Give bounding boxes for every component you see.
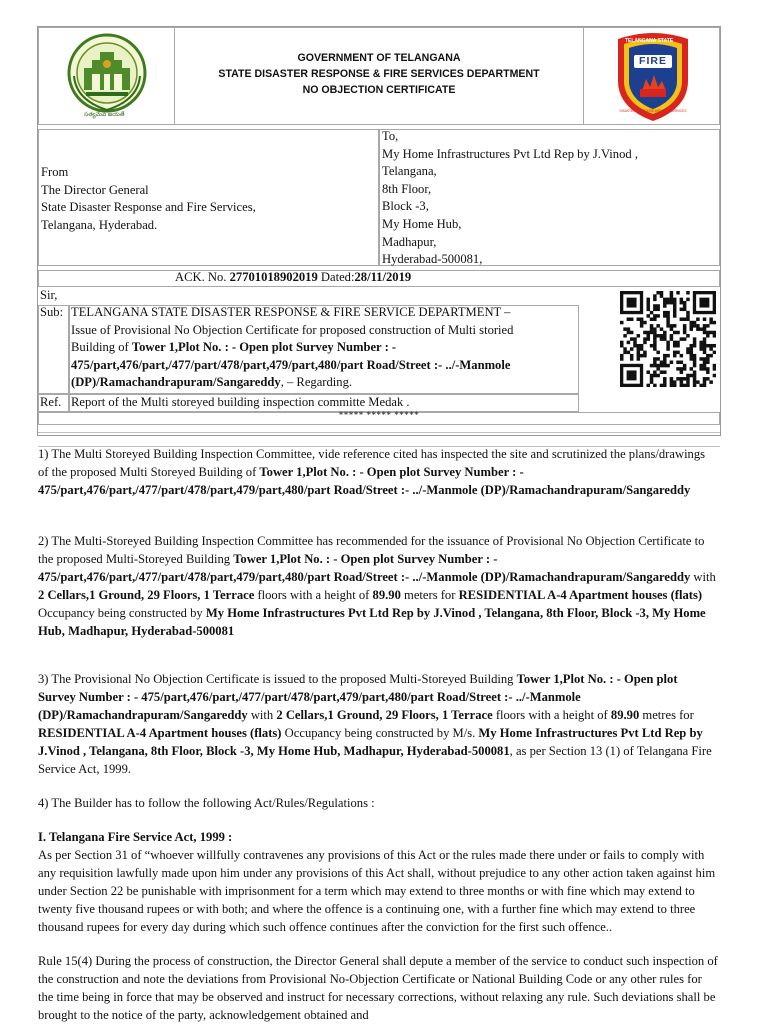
to-line: My Home Infrastructures Pvt Ltd Rep by J.Vinod , xyxy=(382,146,638,161)
from-block xyxy=(41,164,256,234)
to-line: Telangana, xyxy=(382,164,437,179)
qr-code xyxy=(620,291,716,387)
fire-logo-top-text: TELANGANA STATE xyxy=(625,38,674,44)
stars-divider: ***** ***** ***** xyxy=(338,410,420,420)
to-line: Madhapur, xyxy=(382,234,437,249)
section-1-heading: I. Telangana Fire Service Act, 1999 : xyxy=(38,830,233,844)
ack-dated-label: Dated: xyxy=(320,270,355,284)
paragraph-1: 1) The Multi Storeyed Building Inspection Committee, vide reference cited has inspected the site and scrutinized the plans/drawings of the proposed Multi Storeyed Building of Tower 1,Plot No. : - Open plot Survey Number : - 475/part,476/part,/477/part/478/part,479/part,480/part Road/Street :- ../-Manmole (DP)/Ramachandrapuram/Sangareddy xyxy=(38,447,706,497)
ref-label: Ref. xyxy=(40,395,62,409)
paragraph-3: 3) The Provisional No Objection Certificate is issued to the proposed Multi-Storeyed Building Tower 1,Plot No. : - Open plot Survey Number : - 475/part,476/part,/477/part/478/part,479/part,480/part Road/Street :- ../-Manmole (DP)/Ramachandrapuram/Sangareddy with 2 Cellars,1 Ground, 29 Floors, 1 Terrace floors with a height of 89.90 metres for RESIDENTIAL A-4 Apartment houses (flats) Occupancy being constructed by M/s. My Home Infrastructures Pvt Ltd Rep by J.Vinod , Telangana, 8th Floor, Block -3, My Home Hub, Madhapur, Hyderabad-500081, as per Section 13 (1) of Telangana Fire Service Act, 1999. xyxy=(38,672,712,776)
ack-number: 27701018902019 xyxy=(229,270,318,284)
from-label: From xyxy=(41,165,69,179)
to-line: Block -3, xyxy=(382,199,429,214)
section-1-body: As per Section 31 of “whoever willfully contravenes any provisions of this Act or the rules made there under or fails to comply with any requisition lawfully made upon him under any provisions of this Act shall, without prejudice to any other action taken against him under Section 22 be punishable with imprisonment for a term which may extend to three months or with fine which may extend to twenty five thousand rupees or with both; and where the offence is a continuing one, with a further fine which may extend to three thousand rupees for every day during which such offence continues after the conviction for the first such offence.. xyxy=(38,848,716,934)
to-line: 8th Floor, xyxy=(382,181,432,196)
ack-date: 28/11/2019 xyxy=(354,270,412,284)
header-title xyxy=(175,50,583,98)
from-line-3: Telangana, Hyderabad. xyxy=(41,217,158,232)
sub-line-1: TELANGANA STATE DISASTER RESPONSE & FIRE SERVICE DEPARTMENT – xyxy=(71,305,511,319)
sub-line-2: Issue of Provisional No Objection Certificate for proposed construction of Multi storied xyxy=(71,322,514,337)
paragraph-4: 4) The Builder has to follow the following Act/Rules/Regulations : xyxy=(38,796,375,810)
header-line-2: STATE DISASTER RESPONSE & FIRE SERVICES DEPARTMENT xyxy=(218,68,540,80)
telangana-emblem xyxy=(62,30,152,120)
from-line-2: State Disaster Response and Fire Services, xyxy=(41,200,256,215)
fire-logo-ring-text: DISASTER RESPONSE AND FIRE SERVICES xyxy=(619,109,687,113)
fire-logo-word: FIRE xyxy=(639,55,667,67)
ref-text: Report of the Multi storeyed building inspection committe Medak . xyxy=(71,395,410,409)
section-1-rule: Rule 15(4) During the process of construction, the Director General shall depute a member of the service to conduct such inspection of the construction and note the deviations from Provisional No-Objection Certificate or National Building Code or any other rules for the time being in force that may be observed and instruct for necessary corrections, without relaxing any rule. Such deviations shall be brought to the notice of the party, acknowledgement obtained and xyxy=(38,954,718,1022)
to-block xyxy=(382,128,638,269)
salutation: Sir, xyxy=(40,288,58,302)
paragraph-2: 2) The Multi-Storeyed Building Inspection Committee has recommended for the issuance of Provisional No Objection Certificate to the proposed Multi-Storeyed Building Tower 1,Plot No. : - Open plot Survey Number : - 475/part,476/part,/477/part/478/part,479/part,480/part Road/Street :- ../-Manmole (DP)/Ramachandrapuram/Sangareddy with 2 Cellars,1 Ground, 29 Floors, 1 Terrace floors with a height of 89.90 meters for RESIDENTIAL A-4 Apartment houses (flats) Occupancy being constructed by My Home Infrastructures Pvt Ltd Rep by J.Vinod , Telangana, 8th Floor, Block -3, My Home Hub, Madhapur, Hyderabad-500081 xyxy=(38,534,716,638)
to-line: Hyderabad-500081, xyxy=(382,252,483,267)
ack-prefix: ACK. No. xyxy=(175,270,227,284)
to-line: My Home Hub, xyxy=(382,216,462,231)
separator-line xyxy=(38,432,720,433)
sub-line-5: (DP)/Ramachandrapuram/Sangareddy, – Regarding. xyxy=(71,375,353,390)
sub-line-4: 475/part,476/part,/477/part/478/part,479/part,480/part Road/Street :- ../-Manmole xyxy=(71,357,511,372)
sub-text xyxy=(71,304,513,392)
sub-label: Sub: xyxy=(40,305,64,319)
header-line-3: NO OBJECTION CERTIFICATE xyxy=(302,84,456,96)
sub-line-3: Building of Tower 1,Plot No. : - Open plot Survey Number : - xyxy=(71,340,397,355)
to-label: To, xyxy=(382,129,399,143)
ack-line xyxy=(175,269,411,287)
from-line-1: The Director General xyxy=(41,182,149,197)
header-line-1: GOVERNMENT OF TELANGANA xyxy=(297,52,461,64)
emblem-motto: సత్యమేవ జయతే xyxy=(84,112,125,118)
